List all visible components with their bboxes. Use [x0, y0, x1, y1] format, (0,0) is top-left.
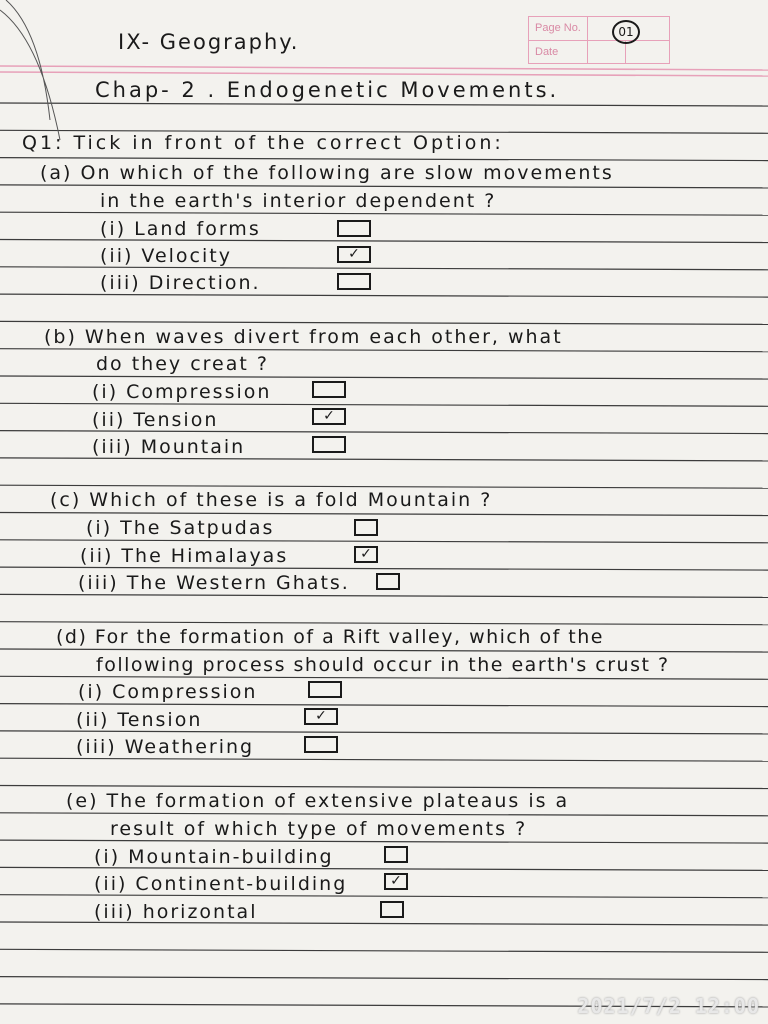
q-d-option-2: (ii) Tension	[76, 709, 203, 731]
q-e-option-1: (i) Mountain-building	[94, 846, 334, 868]
q-e-checkbox-2[interactable]: ✓	[384, 873, 408, 890]
q-e-checkbox-1[interactable]	[384, 846, 408, 863]
page-no-label: Page No.	[535, 22, 581, 34]
chapter-title: Chap- 2 . Endogenetic Movements.	[95, 78, 560, 102]
question-1-label: Q1: Tick in front of the correct Option:	[22, 132, 504, 154]
q-a-option-1: (i) Land forms	[100, 218, 261, 240]
q-a-checkbox-1[interactable]	[337, 220, 371, 237]
timestamp-stamp: 2021/7/2 12:00	[577, 994, 760, 1018]
q-e-option-3: (iii) horizontal	[94, 901, 258, 923]
q-e-checkbox-3[interactable]	[380, 901, 404, 918]
q-b-option-3: (iii) Mountain	[92, 436, 246, 458]
page-number: 01	[612, 20, 640, 44]
q-b-line2: do they creat ?	[96, 353, 269, 375]
q-c-checkbox-2[interactable]: ✓	[354, 546, 378, 563]
page-date-box	[528, 16, 670, 64]
q-b-checkbox-2[interactable]: ✓	[312, 408, 346, 425]
subject-title: IX- Geography.	[118, 30, 300, 54]
q-c-line1: (c) Which of these is a fold Mountain ?	[50, 489, 493, 511]
q-a-line2: in the earth's interior dependent ?	[100, 190, 497, 212]
q-a-line1: (a) On which of the following are slow movements	[40, 162, 614, 184]
date-label: Date	[535, 46, 559, 58]
q-a-checkbox-3[interactable]	[337, 273, 371, 290]
q-a-option-2: (ii) Velocity	[100, 245, 232, 267]
q-c-checkbox-1[interactable]	[354, 519, 378, 536]
q-e-line1: (e) The formation of extensive plateaus is a	[66, 790, 570, 812]
q-d-checkbox-1[interactable]	[308, 681, 342, 698]
q-c-option-3: (iii) The Western Ghats.	[78, 572, 350, 594]
q-e-option-2: (ii) Continent-building	[94, 873, 348, 895]
q-c-checkbox-3[interactable]	[376, 573, 400, 590]
q-d-checkbox-3[interactable]	[304, 736, 338, 753]
q-b-option-1: (i) Compression	[92, 381, 272, 403]
q-d-line2: following process should occur in the earth's crust ?	[96, 654, 670, 676]
q-b-checkbox-1[interactable]	[312, 381, 346, 398]
q-d-line1: (d) For the formation of a Rift valley, which of the	[56, 626, 604, 648]
q-a-option-3: (iii) Direction.	[100, 272, 261, 294]
q-d-checkbox-2[interactable]: ✓	[304, 708, 338, 725]
q-b-option-2: (ii) Tension	[92, 409, 219, 431]
q-d-option-1: (i) Compression	[78, 681, 258, 703]
q-d-option-3: (iii) Weathering	[76, 736, 255, 758]
q-e-line2: result of which type of movements ?	[110, 818, 528, 840]
q-a-checkbox-2[interactable]: ✓	[337, 246, 371, 263]
q-b-line1: (b) When waves divert from each other, what	[44, 326, 563, 348]
q-c-option-2: (ii) The Himalayas	[80, 545, 289, 567]
q-c-option-1: (i) The Satpudas	[86, 517, 275, 539]
q-b-checkbox-3[interactable]	[312, 436, 346, 453]
